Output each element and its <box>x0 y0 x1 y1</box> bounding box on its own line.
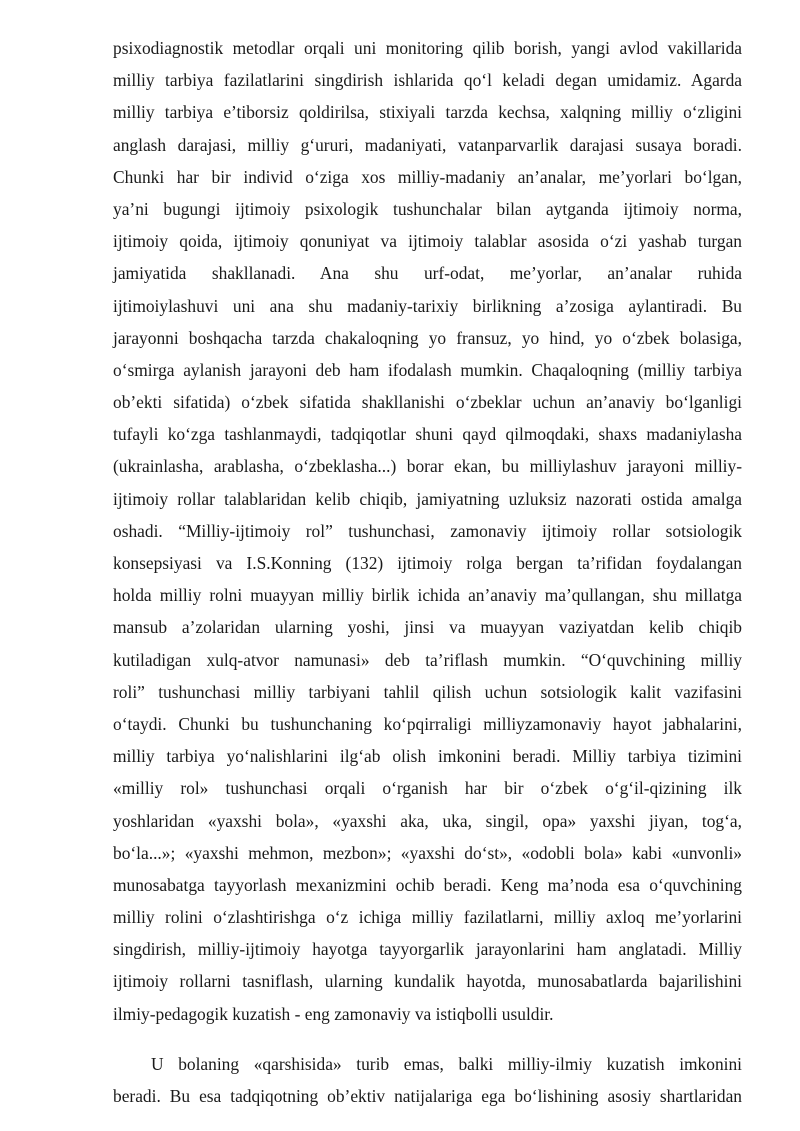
text-line: ilmiy-pedagogik kuzatish - eng zamonaviy va istiqbolli usuldir. <box>113 1003 554 1024</box>
text-line: ijtimoiy qoida, ijtimoiy qonuniyat va ijtimoiy talablar asosida o‘zi yashab turgan <box>113 231 742 252</box>
text-line: psixodiagnostik metodlar orqali uni monitoring qilib borish, yangi avlod vakillarida <box>113 38 742 58</box>
text-line: ijtimoiylashuvi uni ana shu madaniy-tarixiy birlikning a’zosiga aylantiradi. Bu <box>113 295 742 316</box>
text-line: holda milliy rolni muayyan milliy birlik ichida an’anaviy ma’qullangan, shu millatga <box>113 585 742 606</box>
text-line: ob’ekti sifatida) o‘zbek sifatida shakllanishi o‘zbeklar uchun an’anaviy bo‘lganligi <box>113 392 742 413</box>
text-line: jarayonni boshqacha tarzda chakaloqning yo fransuz, yo hind, yo o‘zbek bolasiga, <box>113 327 742 348</box>
text-line: singdirish, milliy-ijtimoiy hayotga tayyorgarlik jarayonlarini ham anglatadi. Milliy <box>113 939 742 960</box>
text-line: (ukrainlasha, arablasha, o‘zbeklasha...) borar ekan, bu milliylashuv jarayoni milliy- <box>113 456 742 477</box>
text-line: tufayli ko‘zga tashlanmaydi, tadqiqotlar shuni qayd qilmoqdaki, shaxs madaniylasha <box>113 424 742 445</box>
text-line: ijtimoiy rollar talablaridan kelib chiqib, jamiyatning uzluksiz nazorati ostida amalga <box>113 488 742 509</box>
text-line: munosabatga tayyorlash mexanizmini ochib beradi. Keng ma’noda esa o‘quvchining <box>113 874 742 895</box>
paragraph-2 <box>113 1048 742 1112</box>
text-line: U bolaning «qarshisida» turib emas, balki milliy-ilmiy kuzatish imkonini <box>151 1054 742 1074</box>
text-line: o‘smirga aylanish jarayoni deb ham ifodalash mumkin. Chaqaloqning (milliy tarbiya <box>113 359 742 380</box>
text-line: ijtimoiy rollarni tasniflash, ularning kundalik hayotda, munosabatlarda bajarilishini <box>113 971 742 992</box>
text-line: konsepsiyasi va I.S.Konning (132) ijtimoiy rolga bergan ta’rifidan foydalangan <box>113 553 742 573</box>
text-line: mansub a’zolaridan ularning yoshi, jinsi va muayyan vaziyatdan kelib chiqib <box>113 617 742 638</box>
text-line: kutiladigan xulq-atvor namunasi» deb ta’riflash mumkin. “O‘quvchining milliy <box>113 649 742 670</box>
text-line: yoshlaridan «yaxshi bola», «yaxshi aka, uka, singil, opa» yaxshi jiyan, tog‘a, <box>113 810 742 831</box>
text-line: oshadi. “Milliy-ijtimoiy rol” tushunchasi, zamonaviy ijtimoiy rollar sotsiologik <box>113 520 742 541</box>
text-line: «milliy rol» tushunchasi orqali o‘rganish har bir o‘zbek o‘g‘il-qizining ilk <box>113 778 742 799</box>
text-line: milliy rolini o‘zlashtirishga o‘z ichiga milliy fazilatlarni, milliy axloq me’yorlarini <box>113 907 742 928</box>
text-line: roli” tushunchasi milliy tarbiyani tahlil qilish uchun sotsiologik kalit vazifasini <box>113 681 742 702</box>
text-line: anglash darajasi, milliy g‘ururi, madaniyati, vatanparvarlik darajasi susaya boradi. <box>113 134 742 155</box>
text-line: milliy tarbiya yo‘nalishlarini ilg‘ab olish imkonini beradi. Milliy tarbiya tizimini <box>113 746 742 767</box>
text-line: o‘taydi. Chunki bu tushunchaning ko‘pqirraligi milliyzamonaviy hayot jabhalarini, <box>113 713 742 734</box>
paragraph-1 <box>113 32 742 1030</box>
text-line: milliy tarbiya e’tiborsiz qoldirilsa, stixiyali tarzda kechsa, xalqning milliy o‘zligini <box>113 102 742 123</box>
text-line: jamiyatida shakllanadi. Ana shu urf-odat, me’yorlar, an’analar ruhida <box>113 263 742 284</box>
text-line: milliy tarbiya fazilatlarini singdirish ishlarida qo‘l keladi degan umidamiz. Agarda <box>113 70 742 91</box>
text-line: beradi. Bu esa tadqiqotning ob’ektiv natijalariga ega bo‘lishining asosiy shartlaridan <box>113 1086 742 1107</box>
text-line: ya’ni bugungi ijtimoiy psixologik tushunchalar bilan aytganda ijtimoiy norma, <box>113 198 742 219</box>
text-line: Chunki har bir individ o‘ziga xos milliy-madaniy an’analar, me’yorlari bo‘lgan, <box>113 166 742 187</box>
text-line: bo‘la...»; «yaxshi mehmon, mezbon»; «yaxshi do‘st», «odobli bola» kabi «unvonli» <box>113 842 742 863</box>
